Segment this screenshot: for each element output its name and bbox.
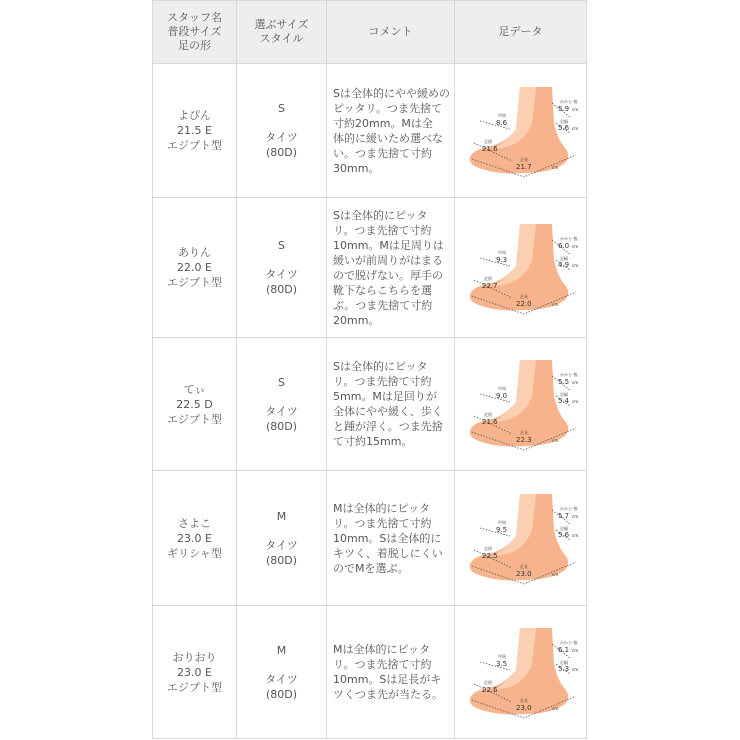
staff-name: よぴん	[178, 109, 211, 122]
toe-height-label: かかと-指	[559, 506, 577, 511]
chosen-size: S	[278, 375, 285, 389]
toe-height-label: かかと-指	[559, 372, 577, 377]
length-label: 足長	[519, 293, 528, 299]
toe-height-value: 6.1	[557, 646, 569, 654]
comment-line: と踵が浮く。つま先捨	[333, 420, 443, 433]
toe-height-label: かかと-指	[559, 98, 577, 104]
comment-line: 20mm。	[333, 313, 380, 327]
foot-data-cell	[455, 198, 587, 338]
comment-cell	[327, 198, 455, 338]
comment-line: 寸約20mm。Mは全	[333, 116, 433, 130]
toe-height-unit: cm	[571, 380, 578, 385]
length-label: 足長	[519, 430, 528, 435]
toe-width-unit: cm	[571, 667, 578, 672]
comment-cell	[327, 606, 455, 739]
table-row	[153, 338, 587, 471]
comment-line: ツくつま先が当たる。	[333, 688, 443, 701]
length-unit: cm	[551, 706, 558, 711]
staff-cell	[153, 471, 237, 606]
toe-height-unit: cm	[571, 514, 578, 519]
toe-height-label: かかと-指	[559, 235, 577, 241]
comment-line: 緩いが前周りがはまる	[333, 253, 443, 267]
size-table-wrapper	[152, 0, 586, 739]
foot-diagram	[462, 356, 580, 452]
style-denier: (80D)	[265, 283, 298, 296]
comment-line: リ。つま先捨て寸約	[333, 223, 432, 237]
instep-label: 甲周	[497, 520, 506, 525]
instep-value: 8.6	[495, 118, 507, 127]
chosen-size-cell	[237, 198, 327, 338]
chosen-size: S	[278, 102, 285, 115]
style-denier: (80D)	[265, 146, 298, 159]
comment-line: ので脱げない。厚手の	[333, 268, 443, 282]
comment-line: のでMを選ぶ。	[333, 561, 409, 575]
style-name: タイツ	[265, 672, 298, 686]
instep-label: 甲周	[497, 386, 506, 391]
toe-height-unit: cm	[571, 648, 578, 653]
staff-name: おりおり	[172, 650, 217, 664]
header-comment: コメント	[327, 1, 455, 64]
usual-size: 23.0 E	[177, 531, 212, 545]
toe-width-value: 5.6	[557, 123, 569, 132]
table-row	[153, 198, 587, 338]
toe-width-label: 足幅	[559, 255, 568, 261]
style-denier: (80D)	[265, 687, 298, 701]
comment-line: 10mm。Sは足長がキ	[333, 673, 442, 686]
toe-height-label: かかと-指	[559, 640, 577, 645]
toe-width-unit: cm	[571, 262, 578, 268]
size-comparison-table	[152, 0, 587, 739]
foot-data-cell	[455, 64, 587, 198]
style-name: タイツ	[265, 538, 298, 552]
instep-label: 甲周	[497, 112, 506, 118]
ball-label: 足囲	[483, 546, 492, 551]
staff-cell	[153, 198, 237, 338]
chosen-size-cell	[237, 471, 327, 606]
style-name: タイツ	[265, 131, 298, 144]
header-staff: スタッフ名 普段サイズ 足の形	[153, 1, 237, 64]
toe-width-label: 足幅	[559, 660, 568, 665]
table-row	[153, 606, 587, 739]
foot-data-cell	[455, 471, 587, 606]
length-label: 足長	[519, 156, 528, 162]
staff-name: さよこ	[178, 516, 211, 530]
toe-width-value: 5.6	[557, 531, 569, 539]
comment-line: 靴下ならこちらを選	[333, 283, 432, 297]
length-value: 23.0	[515, 704, 532, 712]
length-unit: cm	[551, 301, 558, 307]
length-value: 23.0	[515, 570, 532, 578]
chosen-size: M	[276, 643, 287, 657]
instep-value: 9.5	[495, 526, 507, 534]
table-row	[153, 471, 587, 606]
length-label: 足長	[519, 698, 528, 703]
toe-height-unit: cm	[571, 243, 578, 249]
toe-width-unit: cm	[571, 533, 578, 538]
foot-data-cell	[455, 606, 587, 739]
comment-line: 全体にやや緩く、歩く	[333, 405, 443, 418]
comment-line: 体的に緩いため選べな	[333, 131, 443, 145]
ball-label: 足囲	[483, 680, 492, 685]
staff-cell	[153, 338, 237, 471]
comment-line: 10mm。Sは全体的に	[333, 531, 442, 545]
comment-line: リ。つま先捨て寸約	[333, 658, 432, 671]
foot-shape: ギリシャ型	[167, 546, 222, 560]
style-denier: (80D)	[265, 553, 298, 567]
table-row	[153, 64, 587, 198]
ball-value: 21.6	[481, 144, 498, 153]
comment-cell	[327, 64, 455, 198]
chosen-size-cell	[237, 64, 327, 198]
comment-cell	[327, 338, 455, 471]
comment-line: リ。つま先捨て寸約	[333, 375, 432, 388]
instep-value: 9.0	[495, 392, 507, 400]
instep-value: 9.3	[495, 255, 507, 264]
toe-width-unit: cm	[571, 399, 578, 404]
comment-line: 10mm。Mは足周りは	[333, 238, 444, 252]
toe-width-label: 足幅	[559, 526, 568, 531]
toe-width-value: 5.3	[557, 665, 569, 673]
comment-line: 30mm。	[333, 161, 380, 175]
length-value: 21.7	[515, 162, 532, 171]
foot-shape: エジプト型	[167, 412, 222, 426]
toe-width-value: 5.4	[557, 397, 569, 405]
length-unit: cm	[551, 164, 558, 170]
usual-size: 21.5 E	[177, 124, 212, 137]
toe-height-value: 5.7	[557, 512, 569, 520]
toe-width-value: 4.9	[557, 260, 569, 269]
toe-height-value: 5.9	[557, 104, 569, 113]
comment-line: ピッタリ。つま先捨て	[333, 101, 443, 115]
comment-line: い。つま先捨て寸約	[333, 146, 432, 160]
ball-label: 足囲	[483, 138, 492, 144]
usual-size: 23.0 E	[177, 665, 212, 679]
length-label: 足長	[519, 564, 528, 569]
chosen-size-cell	[237, 338, 327, 471]
ball-value: 21.6	[481, 418, 498, 426]
comment-line: リ。つま先捨て寸約	[333, 516, 432, 530]
toe-height-unit: cm	[571, 106, 578, 112]
header-row	[153, 1, 587, 64]
toe-width-label: 足幅	[559, 118, 568, 124]
chosen-size-cell	[237, 606, 327, 739]
length-value: 22.3	[515, 436, 532, 444]
staff-name: ありん	[178, 246, 211, 259]
foot-data-cell	[455, 338, 587, 471]
foot-diagram	[462, 490, 580, 586]
comment-line: ぶ。つま先捨て寸約	[333, 298, 433, 312]
length-unit: cm	[551, 438, 558, 443]
style-name: タイツ	[265, 404, 298, 418]
staff-cell	[153, 606, 237, 739]
length-value: 22.0	[515, 299, 532, 308]
comment-line: Mは全体的にピッタ	[333, 643, 431, 656]
header-foot-data: 足データ	[455, 1, 587, 64]
toe-width-label: 足幅	[559, 392, 568, 397]
comment-line: Sは全体的にピッタ	[333, 208, 428, 222]
ball-value: 22.7	[481, 281, 498, 290]
instep-label: 甲周	[497, 249, 506, 255]
instep-label: 甲周	[497, 654, 506, 659]
foot-diagram	[462, 83, 580, 179]
ball-value: 22.6	[481, 686, 498, 694]
comment-line: キツく、着脱しにくい	[333, 546, 443, 560]
ball-label: 足囲	[483, 412, 492, 417]
usual-size: 22.0 E	[177, 261, 212, 274]
comment-line: Mは全体的にピッタ	[333, 501, 431, 515]
foot-diagram	[462, 220, 580, 316]
foot-shape: エジプト型	[167, 139, 222, 152]
foot-shape: エジプト型	[167, 276, 222, 289]
comment-line: Sは全体的にやや緩めの	[333, 86, 450, 100]
instep-value: 3.5	[495, 660, 507, 668]
comment-line: 5mm。Mは足回りが	[333, 390, 437, 403]
chosen-size: M	[276, 509, 287, 523]
foot-shape: エジプト型	[167, 680, 222, 694]
foot-diagram	[462, 624, 580, 720]
header-chosen-size: 選ぶサイズ スタイル	[237, 1, 327, 64]
comment-cell	[327, 471, 455, 606]
staff-cell	[153, 64, 237, 198]
chosen-size: S	[278, 239, 285, 252]
comment-line: て寸約15mm。	[333, 435, 413, 448]
style-name: タイツ	[265, 268, 298, 281]
toe-width-unit: cm	[571, 125, 578, 131]
style-denier: (80D)	[265, 419, 298, 433]
length-unit: cm	[551, 572, 558, 577]
comment-line: Sは全体的にピッタ	[333, 360, 428, 373]
toe-height-value: 5.5	[557, 378, 569, 386]
toe-height-value: 6.0	[557, 241, 569, 250]
staff-name: てぃ	[183, 382, 206, 396]
ball-value: 22.5	[481, 552, 498, 560]
usual-size: 22.5 D	[176, 397, 213, 411]
ball-label: 足囲	[483, 275, 492, 281]
